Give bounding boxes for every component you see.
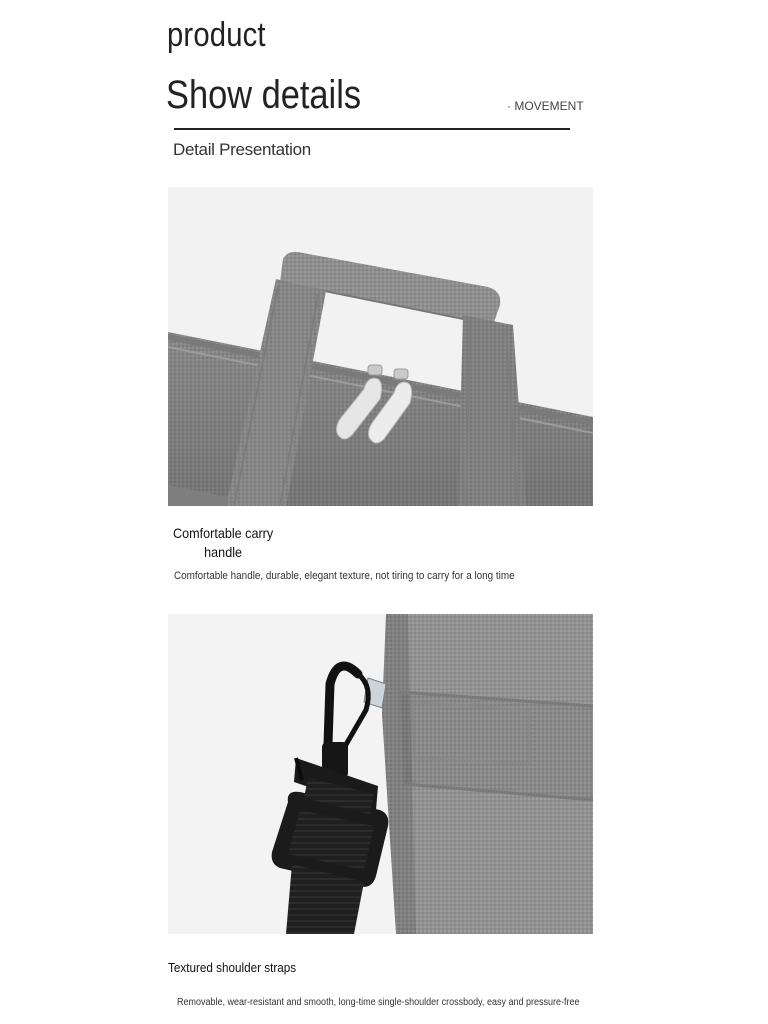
shoulder-strap-photo [168,614,593,934]
shoulder-strap-title: Textured shoulder straps [168,960,297,975]
carry-handle-title: Comfortable carry handle [173,525,274,560]
movement-tag: · MOVEMENT [507,99,584,113]
header-title-show-details: Show details [166,73,362,117]
carry-handle-description: Comfortable handle, durable, elegant texture, not tiring to carry for a long time [174,570,515,582]
carry-handle-photo [168,187,593,506]
section-heading: Detail Presentation [173,140,311,159]
shoulder-strap-description: Removable, wear-resistant and smooth, long-time single-shoulder crossbody, easy and pressure-free [177,997,580,1008]
header-divider [174,128,570,130]
header-title-product: product [167,16,266,54]
